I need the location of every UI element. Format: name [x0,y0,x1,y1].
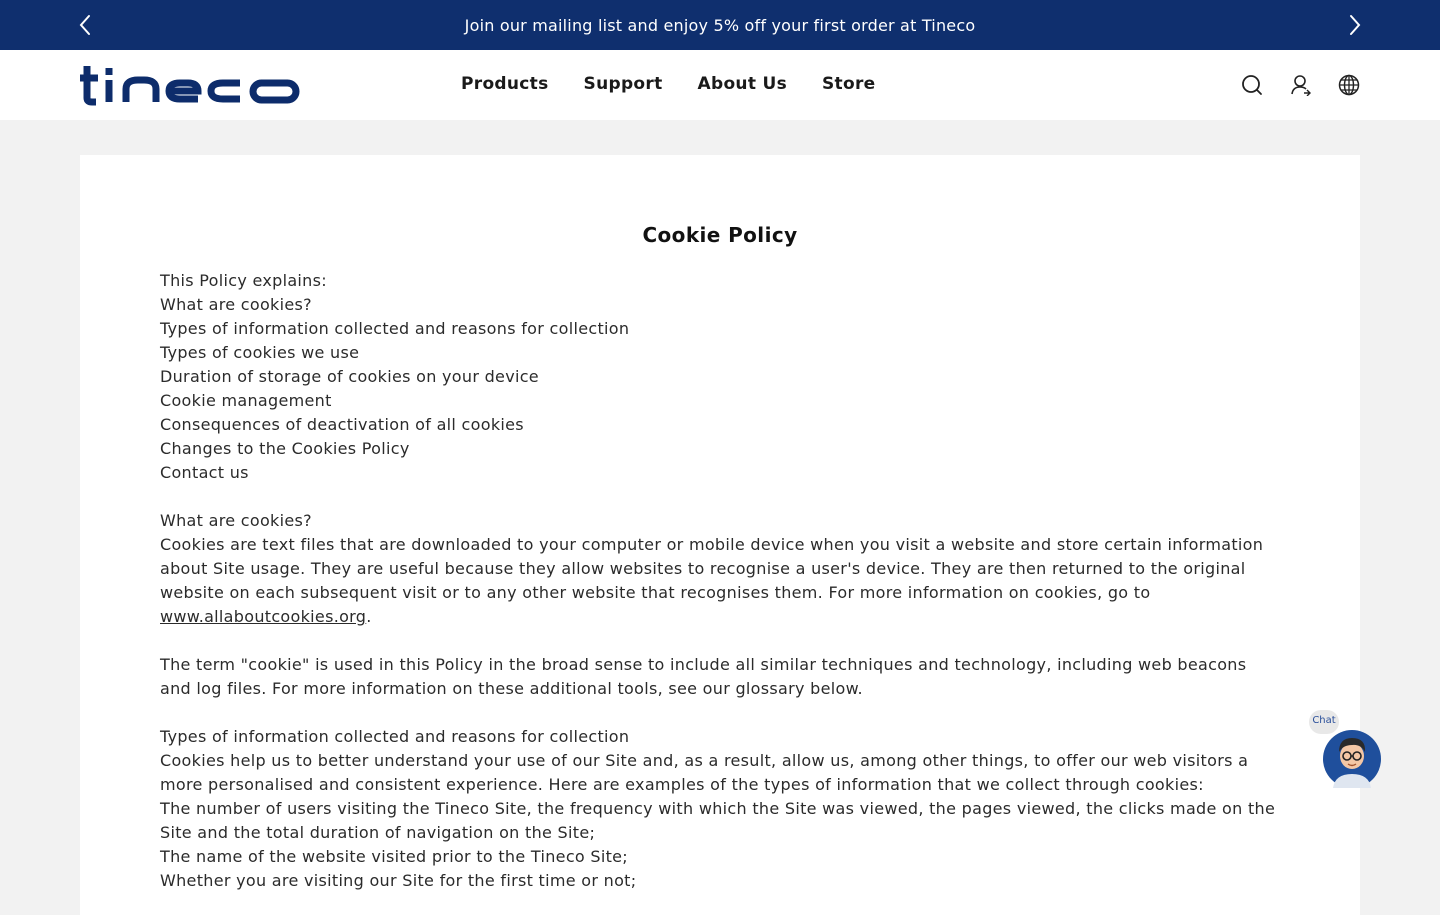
chevron-left-icon[interactable] [71,11,99,39]
toc-item: Cookie management [160,391,332,410]
policy-card [80,155,1360,915]
chat-avatar-icon[interactable] [1323,730,1381,788]
announcement-bar [0,0,1440,50]
toc-item: Duration of storage of cookies on your device [160,367,539,386]
section-heading: Types of information collected and reasons for collection [160,727,630,746]
nav-products[interactable]: Products [461,74,549,94]
site-header [0,50,1440,120]
tineco-logo[interactable] [80,64,302,106]
toc-item: Types of information collected and reasons for collection [160,319,630,338]
nav-about-us[interactable]: About Us [697,74,787,94]
chat-widget[interactable] [1309,710,1385,792]
section-paragraph: The term "cookie" is used in this Policy in the broad sense to include all similar techniques and technology, including web beacons and log files. For more information on these additional tools, see our glossary below. [160,655,1247,698]
section-paragraph: Cookies help us to better understand your use of our Site and, as a result, allow us, among other things, to offer our web visitors a more personalised and consistent experience. Here are examples of the types of information that we collect through cookies: [160,751,1249,794]
paragraph-end: . [366,607,372,626]
toc-item: Types of cookies we use [160,343,360,362]
announcement-message[interactable]: Join our mailing list and enjoy 5% off your first order at Tineco [464,15,976,35]
chat-label[interactable]: Chat [1309,710,1339,734]
allaboutcookies-link[interactable]: www.allaboutcookies.org [160,607,367,626]
toc-item: What are cookies? [160,295,312,314]
paragraph-text: Cookies are text files that are downloaded to your computer or mobile device when you visit a website and store certain information about Site usage. They are useful because they allow websites to recognise a user's device. They are then returned to the original website on each subsequent visit or to any other website that recognises them. For more information on cookies, go to [160,535,1264,602]
globe-icon[interactable] [1337,73,1361,97]
nav-store[interactable]: Store [822,74,876,94]
page-title: Cookie Policy [642,223,798,247]
policy-body [160,269,1280,893]
section-heading: What are cookies? [160,511,312,530]
toc-item: Contact us [160,463,249,482]
toc-item: This Policy explains: [160,271,327,290]
list-item: The name of the website visited prior to the Tineco Site; [160,847,628,866]
nav-support[interactable]: Support [583,74,663,94]
chevron-right-icon[interactable] [1341,11,1369,39]
toc-item: Changes to the Cookies Policy [160,439,410,458]
list-item: The number of users visiting the Tineco Site, the frequency with which the Site was viewed, the pages viewed, the clicks made on the Site and the total duration of navigation on the Site; [160,799,1276,842]
search-icon[interactable] [1240,73,1264,97]
section-paragraph [160,533,1280,629]
list-item: Whether you are visiting our Site for the first time or not; [160,871,637,890]
account-icon[interactable] [1289,73,1313,97]
main-nav [461,74,875,94]
toc-item: Consequences of deactivation of all cookies [160,415,524,434]
